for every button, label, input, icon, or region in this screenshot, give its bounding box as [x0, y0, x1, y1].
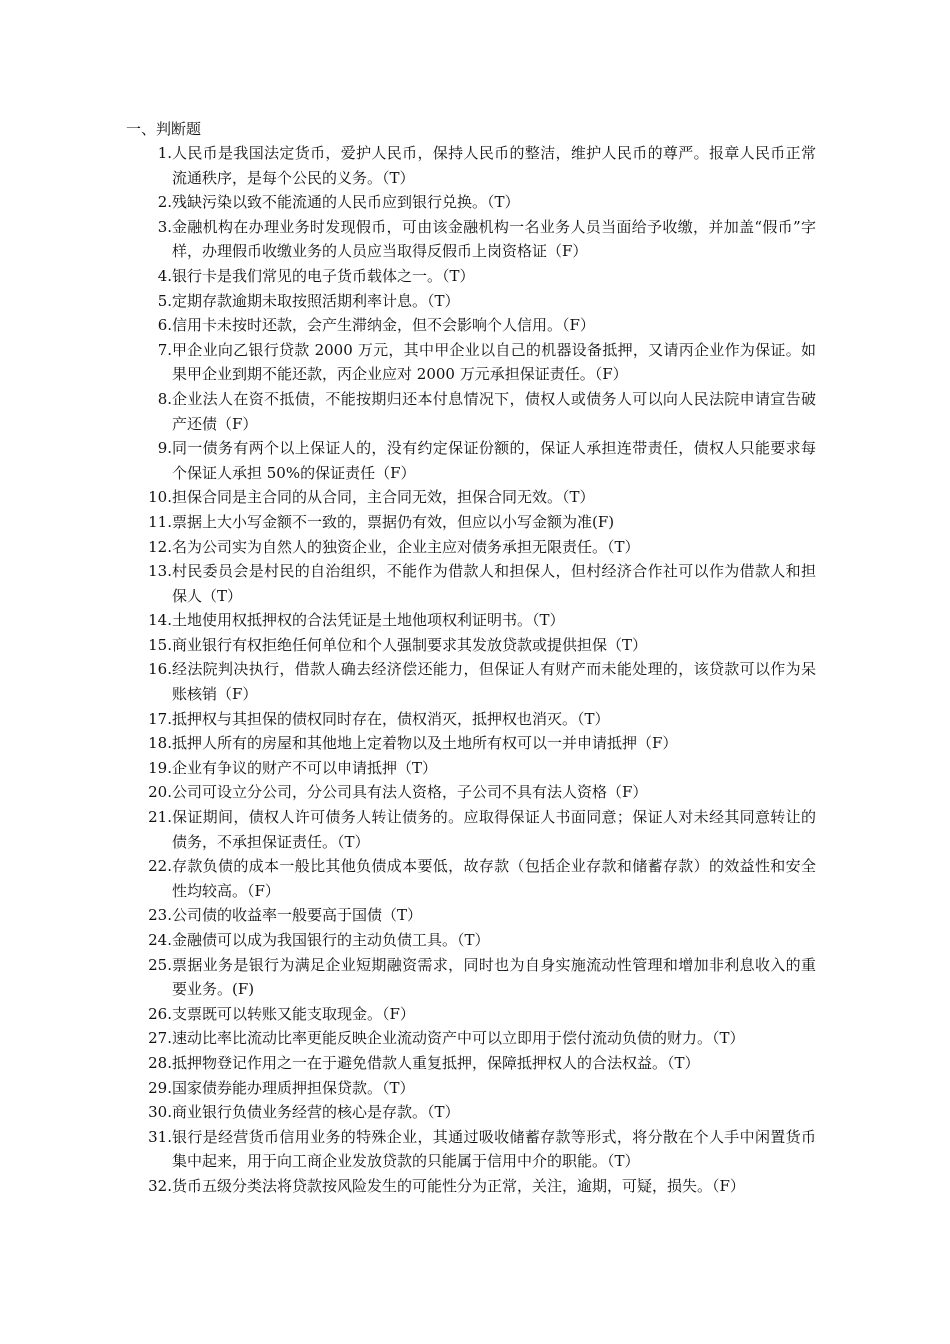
question-number: 19. — [148, 758, 172, 777]
question-item — [126, 559, 816, 608]
question-text: 金融机构在办理业务时发现假币，可由该金融机构一名业务人员当面给予收缴，并加盖“假币”字样，办理假币收缴业务的人员应当取得反假币上岗资格证（F） — [172, 217, 816, 261]
question-text: 经法院判决执行，借款人确去经济偿还能力，但保证人有财产而未能处理的，该贷款可以作为呆账核销（F） — [172, 660, 816, 704]
question-number: 2. — [157, 193, 172, 212]
question-number: 17. — [148, 709, 172, 728]
question-text: 抵押权与其担保的债权同时存在，债权消灭，抵押权也消灭。（T） — [172, 709, 610, 728]
question-number: 26. — [148, 1004, 172, 1023]
question-item — [126, 707, 816, 732]
question-list — [126, 141, 816, 1199]
question-number: 5. — [157, 291, 172, 310]
question-number: 30. — [148, 1103, 172, 1122]
question-item — [126, 141, 816, 190]
question-number: 23. — [148, 906, 172, 925]
question-text: 国家债券能办理质押担保贷款。（T） — [172, 1078, 415, 1097]
question-item — [126, 1076, 816, 1101]
section-title: 一、判断题 — [126, 120, 202, 138]
question-text: 残缺污染以致不能流通的人民币应到银行兑换。（T） — [172, 193, 520, 212]
question-text: 存款负债的成本一般比其他负债成本要低，故存款（包括企业存款和储蓄存款）的效益性和安全性均较高。（F） — [172, 857, 816, 900]
question-item — [126, 657, 816, 706]
question-number: 12. — [148, 537, 172, 556]
question-text: 银行是经营货币信用业务的特殊企业，其通过吸收储蓄存款等形式，将分散在个人手中闲置货币集中起来，用于向工商企业发放贷款的只能属于信用中介的职能。（T） — [172, 1127, 816, 1171]
question-item — [126, 1051, 816, 1076]
question-number: 3. — [157, 217, 172, 236]
question-item — [126, 903, 816, 928]
question-number: 32. — [148, 1176, 172, 1195]
question-text: 金融债可以成为我国银行的主动负债工具。（T） — [172, 931, 490, 949]
question-item — [126, 510, 816, 535]
question-text: 货币五级分类法将贷款按风险发生的可能性分为正常，关注，逾期，可疑，损失。（F） — [172, 1176, 745, 1195]
question-text: 支票既可以转账又能支取现金。（F） — [172, 1004, 415, 1023]
question-item — [126, 953, 816, 1002]
question-text: 速动比率比流动比率更能反映企业流动资产中可以立即用于偿付流动负债的财力。（T） — [172, 1029, 745, 1048]
question-text: 银行卡是我们常见的电子货币载体之一。（T） — [172, 266, 475, 285]
question-number: 6. — [157, 316, 172, 335]
question-number: 13. — [148, 562, 172, 581]
question-text: 名为公司实为自然人的独资企业，企业主应对债务承担无限责任。（T） — [172, 537, 640, 556]
question-number: 7. — [157, 340, 172, 359]
question-text: 商业银行有权拒绝任何单位和个人强制要求其发放贷款或提供担保（T） — [172, 635, 648, 654]
question-item — [126, 633, 816, 658]
question-number: 14. — [148, 611, 172, 630]
question-item — [126, 264, 816, 289]
question-text: 保证期间，债权人许可债务人转让债务的。应取得保证人书面同意；保证人对未经其同意转让的债务，不承担保证责任。（T） — [172, 808, 816, 851]
question-number: 29. — [148, 1078, 172, 1097]
question-text: 抵押物登记作用之一在于避免借款人重复抵押，保障抵押权人的合法权益。（T） — [172, 1053, 700, 1072]
question-text: 定期存款逾期未取按照活期利率计息。（T） — [172, 291, 460, 310]
question-item — [126, 436, 816, 485]
question-number: 11. — [148, 512, 172, 531]
question-item — [126, 313, 816, 338]
question-number: 18. — [148, 734, 172, 753]
question-text: 担保合同是主合同的从合同，主合同无效，担保合同无效。（T） — [172, 488, 595, 507]
question-item — [126, 854, 816, 903]
question-number: 4. — [157, 266, 172, 285]
question-text: 抵押人所有的房屋和其他地上定着物以及土地所有权可以一并申请抵押（F） — [172, 734, 678, 753]
question-text: 信用卡未按时还款，会产生滞纳金，但不会影响个人信用。（F） — [172, 316, 595, 335]
question-number: 9. — [157, 439, 172, 458]
question-number: 22. — [148, 857, 172, 876]
question-text: 企业有争议的财产不可以申请抵押（T） — [172, 758, 438, 777]
question-item — [126, 928, 816, 953]
question-number: 16. — [148, 660, 172, 679]
question-item — [126, 215, 816, 264]
question-item — [126, 756, 816, 781]
question-text: 票据业务是银行为满足企业短期融资需求，同时也为自身实施流动性管理和增加非利息收入的重要业务。(F) — [172, 955, 816, 999]
question-number: 31. — [148, 1127, 172, 1146]
question-text: 人民币是我国法定货币，爱护人民币，保持人民币的整洁，维护人民币的尊严。报章人民币正常流通秩序，是每个公民的义务。（T） — [172, 144, 816, 187]
question-item — [126, 1002, 816, 1027]
question-item — [126, 731, 816, 756]
question-item — [126, 1026, 816, 1051]
question-number: 28. — [148, 1053, 172, 1072]
question-item — [126, 1125, 816, 1174]
question-number: 8. — [157, 389, 172, 408]
question-text: 公司债的收益率一般要高于国债（T） — [172, 906, 423, 925]
question-number: 24. — [148, 931, 172, 949]
question-item — [126, 387, 816, 436]
question-number: 25. — [148, 955, 172, 974]
question-text: 商业银行负债业务经营的核心是存款。（T） — [172, 1103, 460, 1122]
question-item — [126, 289, 816, 314]
question-text: 企业法人在资不抵债，不能按期归还本付息情况下，债权人或债务人可以向人民法院申请宣告破产还债（F） — [172, 389, 816, 433]
question-item — [126, 338, 816, 387]
question-text: 甲企业向乙银行贷款 2000 万元，其中甲企业以自己的机器设备抵押，又请丙企业作为保证。如果甲企业到期不能还款，丙企业应对 2000 万元承担保证责任。（F） — [172, 340, 816, 384]
question-number: 27. — [148, 1029, 172, 1048]
question-text: 同一债务有两个以上保证人的，没有约定保证份额的，保证人承担连带责任，债权人只能要求每个保证人承担 50%的保证责任（F） — [172, 439, 816, 482]
question-item — [126, 190, 816, 215]
question-number: 1. — [157, 144, 172, 162]
question-number: 10. — [148, 488, 172, 507]
question-text: 村民委员会是村民的自治组织，不能作为借款人和担保人，但村经济合作社可以作为借款人和担保人（T） — [172, 562, 816, 605]
question-item — [126, 608, 816, 633]
question-item — [126, 1174, 816, 1199]
question-text: 土地使用权抵押权的合法凭证是土地他项权利证明书。（T） — [172, 611, 565, 630]
question-item — [126, 485, 816, 510]
question-text: 票据上大小写金额不一致的，票据仍有效，但应以小写金额为准(F) — [172, 512, 615, 531]
question-item — [126, 780, 816, 805]
question-item — [126, 1100, 816, 1125]
question-text: 公司可设立分公司，分公司具有法人资格，子公司不具有法人资格（F） — [172, 783, 648, 802]
question-number: 20. — [148, 783, 172, 802]
question-number: 15. — [148, 635, 172, 654]
question-item — [126, 805, 816, 854]
question-item — [126, 535, 816, 560]
question-number: 21. — [148, 808, 172, 827]
